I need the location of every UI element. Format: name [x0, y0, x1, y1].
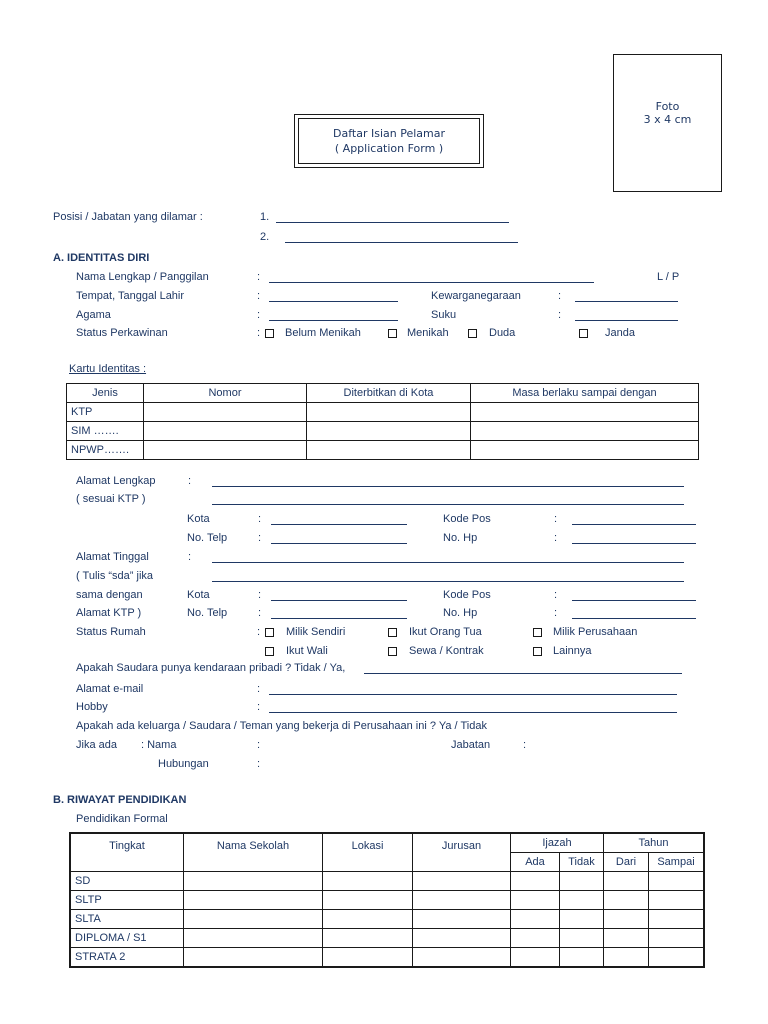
milik-sendiri-checkbox[interactable] [265, 628, 274, 637]
colon: : [258, 513, 262, 525]
table-cell[interactable] [560, 910, 604, 929]
status-label: Status Perkawinan [76, 327, 168, 339]
colon: : [188, 551, 192, 563]
telp-label: No. Telp [187, 607, 228, 619]
section-b-heading: B. RIWAYAT PENDIDIKAN [53, 794, 187, 806]
lainnya-label: Lainnya [553, 645, 592, 657]
kartu-header: Diterbitkan di Kota [307, 384, 471, 403]
sewa-kontrak-checkbox[interactable] [388, 647, 397, 656]
table-cell[interactable] [323, 872, 413, 891]
table-cell[interactable] [184, 929, 323, 948]
posisi-number-2: 2. [260, 231, 270, 243]
colon: : [257, 683, 261, 695]
table-cell[interactable] [144, 422, 307, 441]
table-cell[interactable] [413, 910, 511, 929]
status-rumah-label: Status Rumah [76, 626, 146, 638]
colon: : [257, 309, 261, 321]
colon: : [554, 589, 558, 601]
tingkat-cell: SLTA [70, 910, 184, 929]
kewarganegaraan-field[interactable] [575, 301, 678, 302]
table-cell[interactable] [604, 910, 649, 929]
duda-label: Duda [489, 327, 516, 339]
table-cell[interactable] [184, 891, 323, 910]
table-cell[interactable] [649, 891, 705, 910]
kartu-jenis: SIM ……. [67, 422, 144, 441]
alamat-ktp-label: Alamat KTP ) [76, 607, 142, 619]
email-field[interactable] [269, 694, 677, 695]
alamat-tinggal-label: Alamat Tinggal [76, 551, 149, 563]
pendidikan-header-row [70, 833, 704, 853]
gender-label: L / P [657, 271, 680, 283]
photo-box [613, 54, 722, 192]
alamat-lengkap-field-2[interactable] [212, 504, 684, 505]
table-cell[interactable] [511, 872, 560, 891]
table-cell[interactable] [184, 872, 323, 891]
kendaraan-question: Apakah Saudara punya kendaraan pribadi ? Tidak / Ya, [76, 662, 346, 674]
milik-perusahaan-label: Milik Perusahaan [553, 626, 638, 638]
kode-pos-label: Kode Pos [443, 513, 491, 525]
table-cell[interactable] [604, 872, 649, 891]
table-row [70, 929, 704, 948]
jika-ada-label: Jika ada [76, 739, 117, 751]
table-cell[interactable] [604, 929, 649, 948]
kota-label: Kota [187, 589, 210, 601]
kartu-header: Jenis [67, 384, 144, 403]
table-cell[interactable] [413, 948, 511, 968]
colon: : [258, 589, 262, 601]
kartu-header: Masa berlaku sampai dengan [471, 384, 699, 403]
ikut-orang-tua-label: Ikut Orang Tua [409, 626, 482, 638]
milik-perusahaan-checkbox[interactable] [533, 628, 542, 637]
jabatan-label: Jabatan [451, 739, 491, 751]
form-subtitle: ( Application Form ) [334, 142, 444, 155]
kendaraan-field[interactable] [364, 673, 682, 674]
belum-menikah-label: Belum Menikah [285, 327, 361, 339]
kota-field[interactable] [271, 600, 407, 601]
ttl-label: Tempat, Tanggal Lahir [76, 290, 185, 302]
table-cell[interactable] [511, 929, 560, 948]
lainnya-checkbox[interactable] [533, 647, 542, 656]
kartu-header: Nomor [144, 384, 307, 403]
table-cell[interactable] [144, 441, 307, 460]
hobby-label: Hobby [76, 701, 108, 713]
table-cell[interactable] [471, 422, 699, 441]
header-lokasi: Lokasi [323, 833, 413, 872]
header-dari: Dari [604, 853, 649, 872]
belum-menikah-checkbox[interactable] [265, 329, 274, 338]
table-cell[interactable] [323, 910, 413, 929]
table-cell[interactable] [307, 403, 471, 422]
sesuai-ktp-label: ( sesuai KTP ) [76, 493, 146, 505]
suku-label: Suku [431, 309, 457, 321]
kode-pos-field[interactable] [572, 600, 696, 601]
kartu-jenis: KTP [67, 403, 144, 422]
alamat-tinggal-field-2[interactable] [212, 581, 684, 582]
table-cell[interactable] [511, 910, 560, 929]
telp-label: No. Telp [187, 532, 228, 544]
table-cell[interactable] [560, 929, 604, 948]
kota-label: Kota [187, 513, 210, 525]
colon: : [554, 607, 558, 619]
table-cell[interactable] [307, 441, 471, 460]
table-row [67, 403, 699, 422]
ikut-orang-tua-checkbox[interactable] [388, 628, 397, 637]
hp-label: No. Hp [443, 607, 478, 619]
tingkat-cell: SD [70, 872, 184, 891]
header-tingkat: Tingkat [70, 833, 184, 872]
hubungan-label: Hubungan [158, 758, 209, 770]
colon: : [554, 513, 558, 525]
table-cell[interactable] [307, 422, 471, 441]
posisi-number-1: 1. [260, 211, 270, 223]
kota-field[interactable] [271, 524, 407, 525]
table-row [70, 872, 704, 891]
menikah-label: Menikah [407, 327, 449, 339]
section-a-heading: A. IDENTITAS DIRI [53, 252, 150, 264]
agama-label: Agama [76, 309, 111, 321]
tingkat-cell: DIPLOMA / S1 [70, 929, 184, 948]
header-tidak: Tidak [560, 853, 604, 872]
header-jurusan: Jurusan [413, 833, 511, 872]
table-cell[interactable] [323, 929, 413, 948]
colon: : [258, 532, 262, 544]
form-title-box [294, 114, 484, 168]
table-cell[interactable] [323, 948, 413, 968]
sewa-kontrak-label: Sewa / Kontrak [409, 645, 484, 657]
tulis-sda-label: ( Tulis “sda” jika [76, 570, 154, 582]
table-cell[interactable] [649, 872, 705, 891]
table-cell[interactable] [471, 403, 699, 422]
nama-label: Nama Lengkap / Panggilan [76, 271, 209, 283]
tingkat-cell: STRATA 2 [70, 948, 184, 968]
kartu-jenis: NPWP……. [67, 441, 144, 460]
table-cell[interactable] [649, 929, 705, 948]
table-row [67, 422, 699, 441]
colon: : [558, 309, 562, 321]
janda-checkbox[interactable] [579, 329, 588, 338]
hp-label: No. Hp [443, 532, 478, 544]
nama-kerabat-label: : Nama [141, 739, 177, 751]
table-cell[interactable] [184, 910, 323, 929]
posisi-field-2[interactable] [285, 242, 518, 243]
table-cell[interactable] [144, 403, 307, 422]
colon: : [558, 290, 562, 302]
pendidikan-formal-label: Pendidikan Formal [76, 813, 168, 825]
janda-label: Janda [605, 327, 635, 339]
hobby-field[interactable] [269, 712, 677, 713]
keluarga-question: Apakah ada keluarga / Saudara / Teman yang bekerja di Perusahaan ini ? Ya / Tidak [76, 720, 487, 732]
telp-field[interactable] [271, 543, 407, 544]
table-cell[interactable] [649, 948, 705, 968]
alamat-lengkap-label: Alamat Lengkap [76, 475, 156, 487]
kartu-header-row [67, 384, 699, 403]
colon: : [257, 739, 261, 751]
header-sampai: Sampai [649, 853, 705, 872]
sama-dengan-label: sama dengan [76, 589, 143, 601]
table-cell[interactable] [511, 948, 560, 968]
table-cell[interactable] [471, 441, 699, 460]
table-cell[interactable] [413, 872, 511, 891]
colon: : [257, 758, 261, 770]
photo-label: Foto [655, 100, 680, 113]
nama-field[interactable] [269, 282, 594, 283]
pendidikan-table [69, 832, 705, 968]
colon: : [257, 290, 261, 302]
kartu-table [66, 383, 699, 460]
form-title: Daftar Isian Pelamar [333, 127, 445, 140]
table-cell[interactable] [560, 872, 604, 891]
colon: : [554, 532, 558, 544]
table-row [70, 948, 704, 968]
photo-size: 3 x 4 cm [643, 113, 692, 126]
colon: : [257, 271, 261, 283]
table-cell[interactable] [323, 891, 413, 910]
table-cell[interactable] [511, 891, 560, 910]
colon: : [523, 739, 527, 751]
ttl-field[interactable] [269, 301, 398, 302]
kode-pos-field[interactable] [572, 524, 696, 525]
milik-sendiri-label: Milik Sendiri [286, 626, 346, 638]
header-ada: Ada [511, 853, 560, 872]
menikah-checkbox[interactable] [388, 329, 397, 338]
table-cell[interactable] [560, 891, 604, 910]
table-cell[interactable] [184, 948, 323, 968]
table-cell[interactable] [413, 929, 511, 948]
kode-pos-label: Kode Pos [443, 589, 491, 601]
table-cell[interactable] [560, 948, 604, 968]
alamat-tinggal-field-1[interactable] [212, 562, 684, 563]
colon: : [257, 701, 261, 713]
table-cell[interactable] [604, 948, 649, 968]
hp-field[interactable] [572, 618, 696, 619]
tingkat-cell: SLTP [70, 891, 184, 910]
ikut-wali-checkbox[interactable] [265, 647, 274, 656]
ikut-wali-label: Ikut Wali [286, 645, 328, 657]
table-cell[interactable] [413, 891, 511, 910]
colon: : [257, 327, 261, 339]
agama-field[interactable] [269, 320, 398, 321]
header-tahun: Tahun [604, 833, 705, 853]
email-label: Alamat e-mail [76, 683, 144, 695]
table-cell[interactable] [649, 910, 705, 929]
header-ijazah: Ijazah [511, 833, 604, 853]
posisi-label: Posisi / Jabatan yang dilamar : [53, 211, 203, 223]
telp-field[interactable] [271, 618, 407, 619]
table-row [67, 441, 699, 460]
table-row [70, 910, 704, 929]
duda-checkbox[interactable] [468, 329, 477, 338]
colon: : [188, 475, 192, 487]
header-nama-sekolah: Nama Sekolah [184, 833, 323, 872]
suku-field[interactable] [575, 320, 678, 321]
table-row [70, 891, 704, 910]
hp-field[interactable] [572, 543, 696, 544]
table-cell[interactable] [604, 891, 649, 910]
alamat-lengkap-field-1[interactable] [212, 486, 684, 487]
colon: : [257, 626, 261, 638]
colon: : [258, 607, 262, 619]
kewarganegaraan-label: Kewarganegaraan [431, 290, 521, 302]
posisi-field-1[interactable] [276, 222, 509, 223]
kartu-label: Kartu Identitas : [69, 363, 147, 375]
